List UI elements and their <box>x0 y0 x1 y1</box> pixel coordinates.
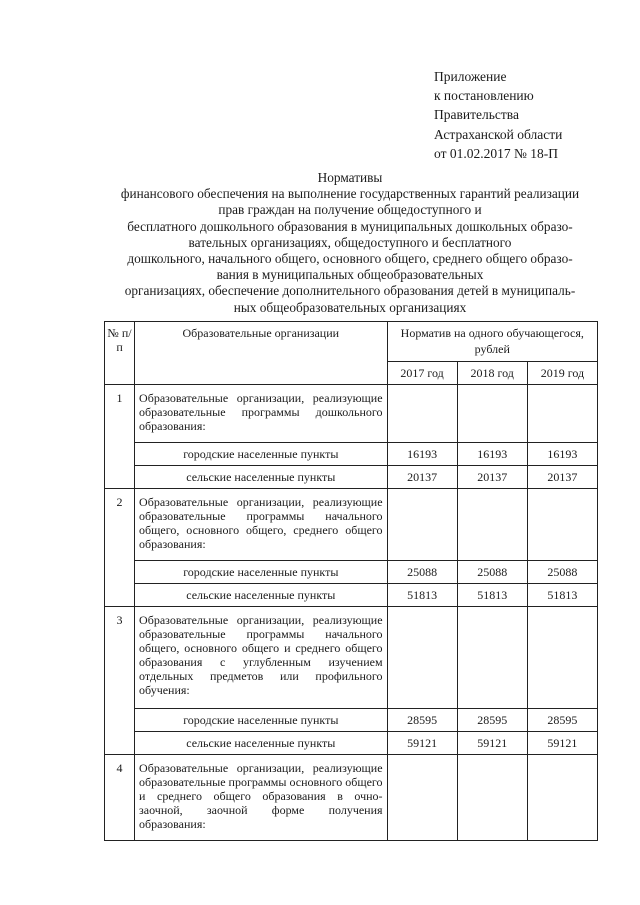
table-header-row <box>105 322 598 362</box>
title-line-5: вательных организациях, общедоступного и бесплатного <box>188 234 512 250</box>
cell-value: 16193 <box>527 443 597 466</box>
header-norm: Норматив на одного обучающегося, рублей <box>387 322 597 362</box>
cell-value: 59121 <box>387 732 457 755</box>
title-line-6: дошкольного, начального общего, основного общего, среднего общего образо- <box>127 251 573 267</box>
row-label: городские населенные пункты <box>135 443 388 466</box>
group-number: 1 <box>105 385 135 489</box>
table-row <box>105 489 598 561</box>
row-label: сельские населенные пункты <box>135 732 388 755</box>
header-year: 2018 год <box>457 362 527 385</box>
cell-value: 59121 <box>527 732 597 755</box>
cell-value: 51813 <box>457 584 527 607</box>
group-number: 3 <box>105 607 135 755</box>
cell-value: 20137 <box>527 466 597 489</box>
table-row <box>105 584 598 607</box>
cell-value: 28595 <box>527 709 597 732</box>
table-row <box>105 385 598 443</box>
title-line-8: организациях, обеспечение дополнительного образования детей в муниципаль- <box>124 283 576 299</box>
cell-value: 25088 <box>457 561 527 584</box>
appendix-line-4: Астраханской области <box>434 126 563 142</box>
header-org: Образовательные организации <box>135 322 388 385</box>
cell-value: 16193 <box>387 443 457 466</box>
group-description: Образовательные организации, реализующие образовательные программы дошкольного образования: <box>135 385 388 443</box>
appendix-line-1: Приложение <box>434 69 507 84</box>
title-line-1: Нормативы <box>317 170 383 185</box>
appendix-order-ref: от 01.02.2017 № 18-П <box>434 145 558 161</box>
header-year: 2017 год <box>387 362 457 385</box>
title-line-7: вания в муниципальных общеобразовательных <box>216 267 484 283</box>
table-row <box>105 443 598 466</box>
cell-value: 28595 <box>387 709 457 732</box>
appendix-header <box>434 67 562 163</box>
cell-value: 25088 <box>387 561 457 584</box>
table-row <box>105 755 598 841</box>
appendix-line-2: к постановлению <box>434 88 534 104</box>
table-row <box>105 732 598 755</box>
row-label: сельские населенные пункты <box>135 584 388 607</box>
cell-value: 51813 <box>387 584 457 607</box>
group-description: Образовательные организации, реализующие образовательные программы начального общего, основного общего и среднего общего образования с углубленным изучением отдельных предметов или профильного обучения: <box>135 607 388 709</box>
cell-value: 28595 <box>457 709 527 732</box>
title-line-4: бесплатного дошкольного образования в муниципальных дошкольных образо- <box>127 218 573 234</box>
appendix-line-3: Правительства <box>434 107 519 123</box>
group-number: 2 <box>105 489 135 607</box>
cell-value: 16193 <box>457 443 527 466</box>
group-number: 4 <box>105 755 135 841</box>
cell-value: 25088 <box>527 561 597 584</box>
title-line-2: финансового обеспечения на выполнение государственных гарантий реализации <box>120 186 580 202</box>
table-row <box>105 466 598 489</box>
header-year: 2019 год <box>527 362 597 385</box>
cell-value: 20137 <box>387 466 457 489</box>
table-row <box>105 607 598 709</box>
title-line-9: ных общеобразовательных организациях <box>233 299 467 315</box>
cell-value: 20137 <box>457 466 527 489</box>
cell-value: 59121 <box>457 732 527 755</box>
group-description: Образовательные организации, реализующие образовательные программы основного общего и среднего общего образования в очно-заочной, заочной форме получения образования: <box>135 755 388 841</box>
row-label: городские населенные пункты <box>135 709 388 732</box>
row-label: сельские населенные пункты <box>135 466 388 489</box>
group-description: Образовательные организации, реализующие образовательные программы начального общего, основного общего, среднего общего образования: <box>135 489 388 561</box>
title-line-3: прав граждан на получение общедоступного и <box>218 202 482 218</box>
header-num: № п/п <box>105 322 135 385</box>
table-row <box>105 709 598 732</box>
document-title <box>100 170 600 316</box>
cell-value: 51813 <box>527 584 597 607</box>
norms-table <box>104 321 598 841</box>
table-row <box>105 561 598 584</box>
row-label: городские населенные пункты <box>135 561 388 584</box>
